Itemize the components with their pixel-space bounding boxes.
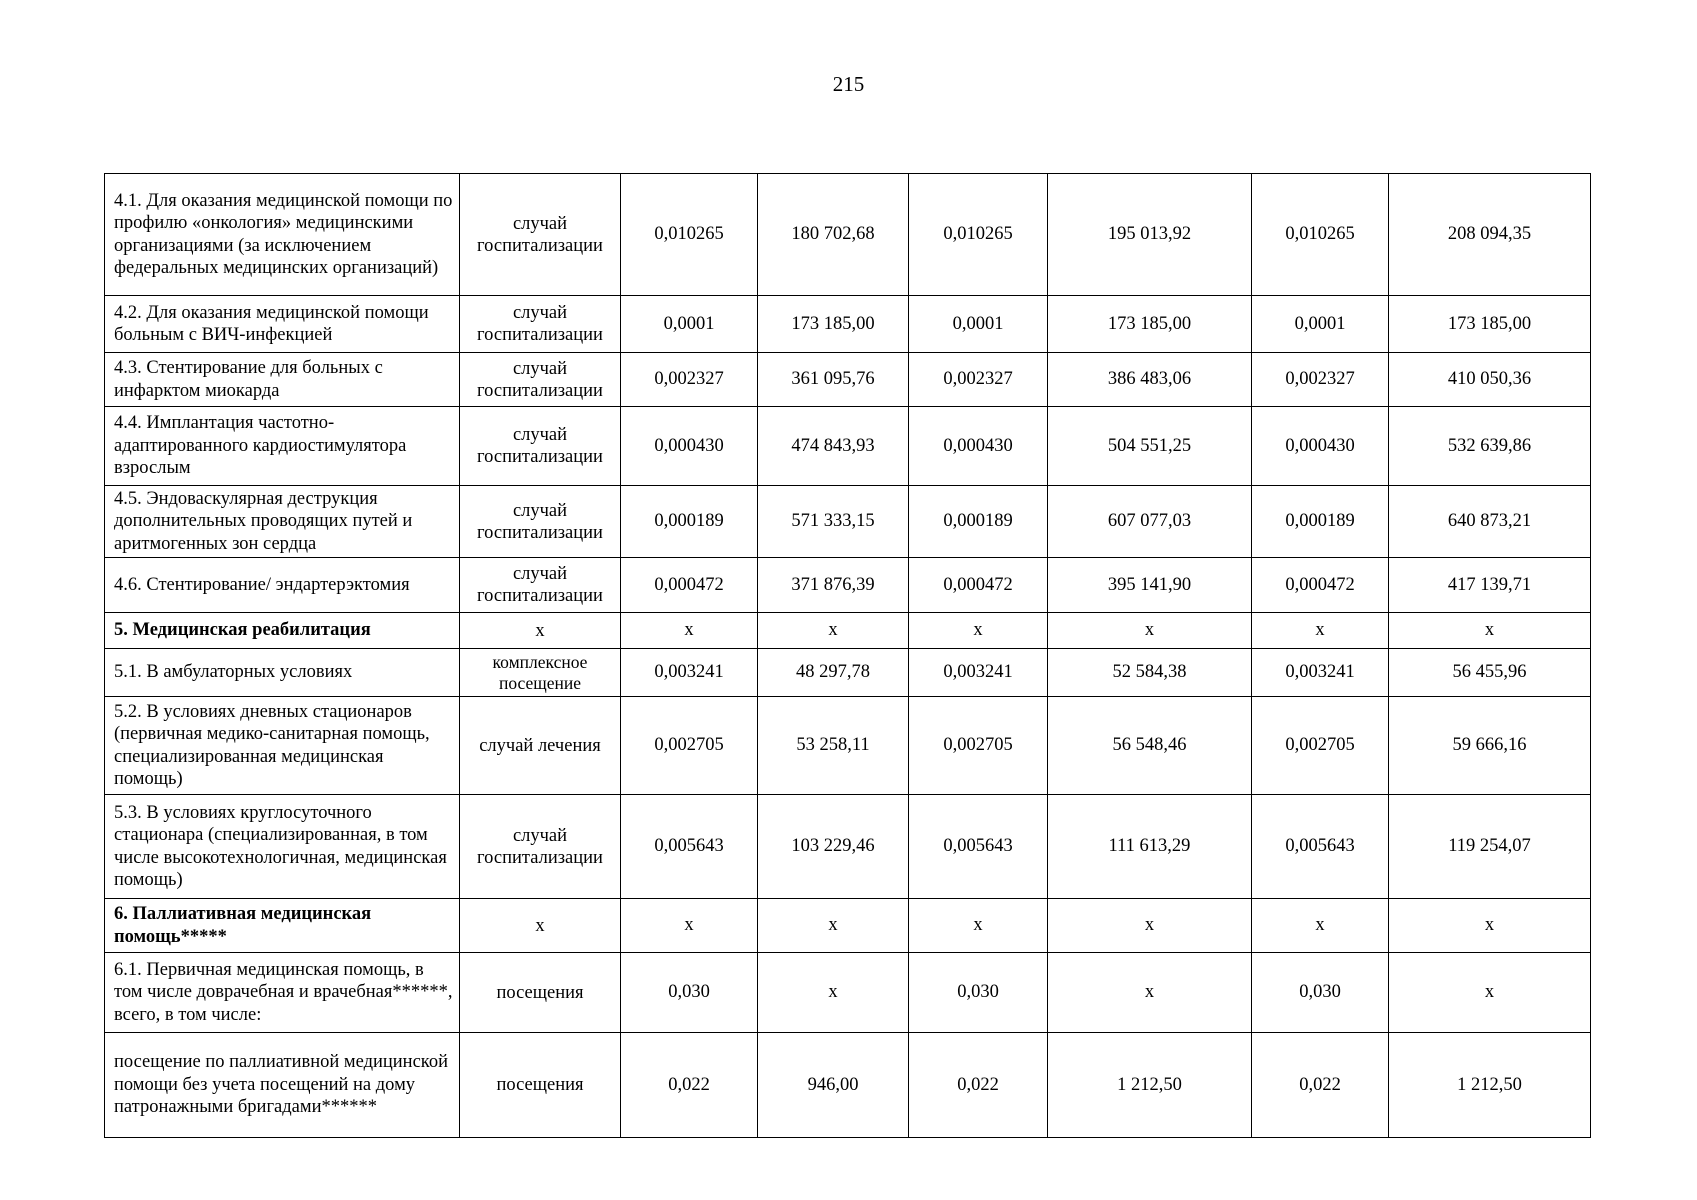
value-cell: 0,000472: [621, 558, 758, 613]
value-cell: х: [621, 613, 758, 649]
unit-cell: х: [460, 613, 621, 649]
value-cell: 119 254,07: [1389, 795, 1591, 899]
page-number: 215: [832, 72, 865, 96]
value-cell: 0,0001: [1252, 296, 1389, 353]
value-cell: х: [1048, 613, 1252, 649]
table-row: [105, 407, 1591, 486]
value-cell: х: [1252, 613, 1389, 649]
value-cell: 395 141,90: [1048, 558, 1252, 613]
value-cell: 0,005643: [1252, 795, 1389, 899]
value-cell: 410 050,36: [1389, 353, 1591, 407]
value-cell: 474 843,93: [758, 407, 909, 486]
value-cell: 0,002705: [621, 697, 758, 795]
value-cell: 0,002327: [1252, 353, 1389, 407]
value-cell: х: [1048, 899, 1252, 953]
value-cell: 52 584,38: [1048, 649, 1252, 697]
value-cell: 173 185,00: [1389, 296, 1591, 353]
value-cell: 59 666,16: [1389, 697, 1591, 795]
value-cell: 0,000430: [1252, 407, 1389, 486]
value-cell: 1 212,50: [1048, 1033, 1252, 1138]
value-cell: 208 094,35: [1389, 174, 1591, 296]
table-row: [105, 953, 1591, 1033]
value-cell: 361 095,76: [758, 353, 909, 407]
value-cell: 0,002327: [621, 353, 758, 407]
table-row: [105, 1033, 1591, 1138]
value-cell: 0,030: [1252, 953, 1389, 1033]
value-cell: 173 185,00: [1048, 296, 1252, 353]
row-name-cell: 4.1. Для оказания медицинской помощи по профилю «онкология» медицинскими организациями (за исключением федеральных медицинских организаций): [105, 174, 460, 296]
value-cell: 0,000430: [621, 407, 758, 486]
row-name-cell: 4.3. Стентирование для больных с инфарктом миокарда: [105, 353, 460, 407]
value-cell: 0,000189: [621, 486, 758, 558]
row-name-cell: 4.2. Для оказания медицинской помощи больным с ВИЧ-инфекцией: [105, 296, 460, 353]
value-cell: х: [909, 899, 1048, 953]
unit-cell: посещения: [460, 953, 621, 1033]
unit-cell: случай госпитализации: [460, 795, 621, 899]
value-cell: 386 483,06: [1048, 353, 1252, 407]
value-cell: 0,002327: [909, 353, 1048, 407]
value-cell: х: [1252, 899, 1389, 953]
value-cell: 607 077,03: [1048, 486, 1252, 558]
row-name-cell: 4.4. Имплантация частотно-адаптированного кардиостимулятора взрослым: [105, 407, 460, 486]
value-cell: х: [1389, 899, 1591, 953]
value-cell: 0,005643: [621, 795, 758, 899]
value-cell: 0,003241: [909, 649, 1048, 697]
value-cell: 0,030: [621, 953, 758, 1033]
row-name-cell: 5.1. В амбулаторных условиях: [105, 649, 460, 697]
value-cell: х: [1389, 613, 1591, 649]
value-cell: 0,002705: [909, 697, 1048, 795]
row-name-cell: 5.2. В условиях дневных стационаров (первичная медико-санитарная помощь, специализированная медицинская помощь): [105, 697, 460, 795]
value-cell: 195 013,92: [1048, 174, 1252, 296]
value-cell: 0,010265: [1252, 174, 1389, 296]
value-cell: х: [1048, 953, 1252, 1033]
value-cell: 946,00: [758, 1033, 909, 1138]
value-cell: 0,003241: [1252, 649, 1389, 697]
value-cell: 53 258,11: [758, 697, 909, 795]
unit-cell: комплексное посещение: [460, 649, 621, 697]
value-cell: 103 229,46: [758, 795, 909, 899]
table-row: [105, 613, 1591, 649]
value-cell: х: [758, 613, 909, 649]
value-cell: 0,000189: [909, 486, 1048, 558]
value-cell: 0,002705: [1252, 697, 1389, 795]
row-name-cell: 6. Паллиативная медицинская помощь*****: [105, 899, 460, 953]
row-name-cell: 5.3. В условиях круглосуточного стационара (специализированная, в том числе высокотехнологичная, медицинская помощь): [105, 795, 460, 899]
value-cell: 0,022: [1252, 1033, 1389, 1138]
table-row: [105, 353, 1591, 407]
normatives-table: [104, 173, 1591, 1138]
table-row: [105, 296, 1591, 353]
unit-cell: случай госпитализации: [460, 558, 621, 613]
value-cell: 180 702,68: [758, 174, 909, 296]
value-cell: х: [621, 899, 758, 953]
value-cell: 0,000189: [1252, 486, 1389, 558]
value-cell: 0,022: [621, 1033, 758, 1138]
table-row: [105, 558, 1591, 613]
value-cell: 0,010265: [909, 174, 1048, 296]
value-cell: 640 873,21: [1389, 486, 1591, 558]
value-cell: 417 139,71: [1389, 558, 1591, 613]
unit-cell: х: [460, 899, 621, 953]
unit-cell: случай лечения: [460, 697, 621, 795]
value-cell: 56 548,46: [1048, 697, 1252, 795]
table-row: [105, 899, 1591, 953]
value-cell: 0,000472: [909, 558, 1048, 613]
value-cell: 0,005643: [909, 795, 1048, 899]
value-cell: 0,010265: [621, 174, 758, 296]
unit-cell: случай госпитализации: [460, 353, 621, 407]
value-cell: 56 455,96: [1389, 649, 1591, 697]
value-cell: 532 639,86: [1389, 407, 1591, 486]
value-cell: 0,0001: [909, 296, 1048, 353]
value-cell: х: [1389, 953, 1591, 1033]
value-cell: х: [758, 899, 909, 953]
value-cell: х: [909, 613, 1048, 649]
value-cell: 0,003241: [621, 649, 758, 697]
unit-cell: случай госпитализации: [460, 296, 621, 353]
row-name-cell: 4.5. Эндоваскулярная деструкция дополнительных проводящих путей и аритмогенных зон сердца: [105, 486, 460, 558]
table-row: [105, 174, 1591, 296]
value-cell: 0,000430: [909, 407, 1048, 486]
row-name-cell: 4.6. Стентирование/ эндартерэктомия: [105, 558, 460, 613]
unit-cell: посещения: [460, 1033, 621, 1138]
unit-cell: случай госпитализации: [460, 174, 621, 296]
row-name-cell: посещение по паллиативной медицинской помощи без учета посещений на дому патронажными бригадами******: [105, 1033, 460, 1138]
value-cell: 173 185,00: [758, 296, 909, 353]
table-row: [105, 486, 1591, 558]
value-cell: 1 212,50: [1389, 1033, 1591, 1138]
value-cell: 504 551,25: [1048, 407, 1252, 486]
value-cell: 571 333,15: [758, 486, 909, 558]
value-cell: 0,030: [909, 953, 1048, 1033]
table-row: [105, 649, 1591, 697]
unit-cell: случай госпитализации: [460, 407, 621, 486]
value-cell: 111 613,29: [1048, 795, 1252, 899]
table-row: [105, 795, 1591, 899]
value-cell: 0,000472: [1252, 558, 1389, 613]
value-cell: 0,0001: [621, 296, 758, 353]
value-cell: 371 876,39: [758, 558, 909, 613]
table-row: [105, 697, 1591, 795]
value-cell: 48 297,78: [758, 649, 909, 697]
value-cell: х: [758, 953, 909, 1033]
row-name-cell: 6.1. Первичная медицинская помощь, в том числе доврачебная и врачебная******, всего, в том числе:: [105, 953, 460, 1033]
value-cell: 0,022: [909, 1033, 1048, 1138]
unit-cell: случай госпитализации: [460, 486, 621, 558]
row-name-cell: 5. Медицинская реабилитация: [105, 613, 460, 649]
